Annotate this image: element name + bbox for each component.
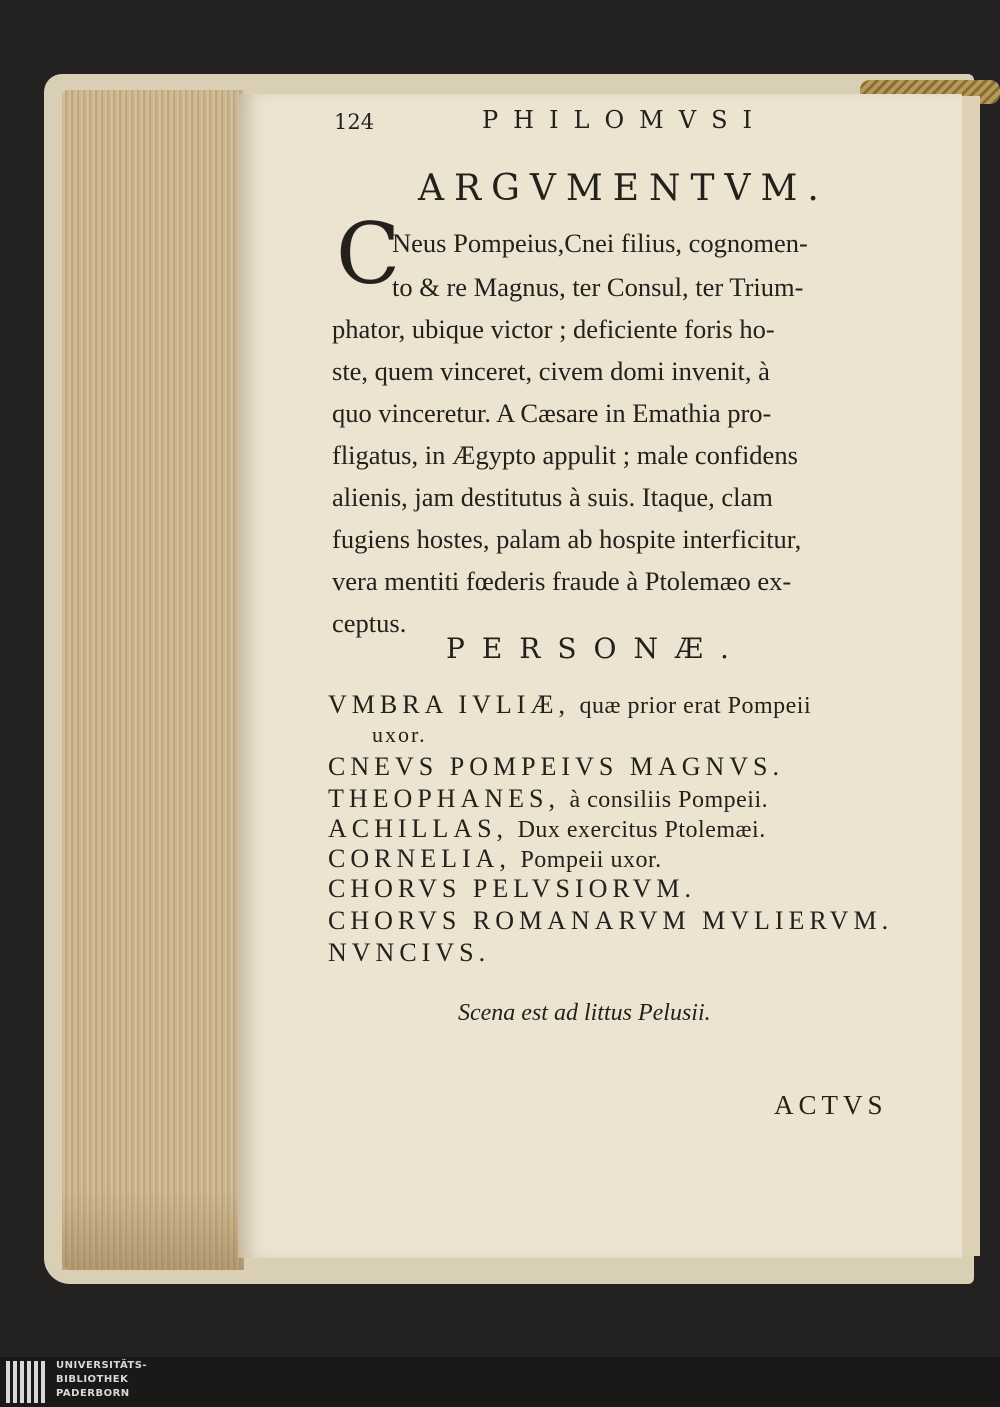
running-title: PHILOMVSI: [482, 106, 767, 134]
cast-name: NVNCIVS.: [328, 938, 491, 967]
argumentum-line: Neus Pompeius,Cnei filius, cognomen-: [392, 228, 808, 258]
cast-entry: [328, 906, 893, 936]
library-footer: [0, 1357, 1000, 1407]
cast-name: CHORVS ROMANARVM MVLIERVM.: [328, 906, 894, 935]
argumentum-line: quo vinceretur. A Cæsare in Emathia pro-: [332, 398, 772, 428]
cast-entry: [328, 752, 784, 782]
cast-entry: [328, 784, 768, 814]
argumentum-line: alienis, jam destitutus à suis. Itaque, clam: [332, 482, 773, 512]
argumentum-line: vera mentiti fœderis fraude à Ptolemæo ex-: [332, 566, 792, 596]
argumentum-line: fugiens hostes, palam ab hospite interficitur,: [332, 524, 802, 554]
page-block-shadow: [62, 1190, 244, 1270]
cast-entry: [328, 814, 766, 844]
argumentum-line: fligatus, in Ægypto appulit ; male confidens: [332, 440, 798, 470]
argumentum-line: ste, quem vinceret, civem domi invenit, à: [332, 356, 770, 386]
personae-heading: PERSONÆ.: [446, 632, 746, 665]
page-block-edge: [62, 90, 244, 1270]
argumentum-heading: ARGVMENTVM.: [418, 168, 829, 209]
drop-cap: C: [336, 205, 401, 303]
library-logo-line: UNIVERSITÄTS-: [56, 1360, 148, 1371]
library-logo-line: BIBLIOTHEK: [56, 1374, 129, 1385]
cast-continuation: uxor.: [372, 722, 427, 747]
cast-name: CHORVS PELVSIORVM.: [328, 874, 697, 903]
cast-entry: [328, 874, 696, 904]
cast-name: CNEVS POMPEIVS MAGNVS.: [328, 752, 785, 781]
cast-description: à consiliis Pompeii.: [569, 787, 769, 813]
cast-name: THEOPHANES,: [328, 784, 560, 813]
page-number: 124: [334, 110, 375, 134]
argumentum-line: ceptus.: [332, 608, 407, 638]
cast-description: quæ prior erat Pompeii: [579, 693, 812, 719]
cast-description: Pompeii uxor.: [520, 847, 662, 873]
library-logo-icon: [6, 1361, 48, 1403]
cast-entry: [328, 690, 811, 720]
cast-entry: [328, 938, 490, 968]
cast-name: CORNELIA,: [328, 844, 511, 873]
cast-name: ACHILLAS,: [328, 814, 509, 843]
scene-note: Scena est ad littus Pelusii.: [458, 1000, 711, 1026]
cast-name: VMBRA IVLIÆ,: [328, 690, 571, 719]
cast-description: Dux exercitus Ptolemæi.: [517, 817, 766, 843]
library-logo-line: PADERBORN: [56, 1388, 130, 1399]
catchword: ACTVS: [774, 1090, 888, 1120]
facing-page-edge: [960, 96, 980, 1256]
argumentum-line: phator, ubique victor ; deficiente foris ho-: [332, 314, 775, 344]
cast-entry: [328, 844, 662, 874]
argumentum-line: to & re Magnus, ter Consul, ter Trium-: [392, 272, 804, 302]
